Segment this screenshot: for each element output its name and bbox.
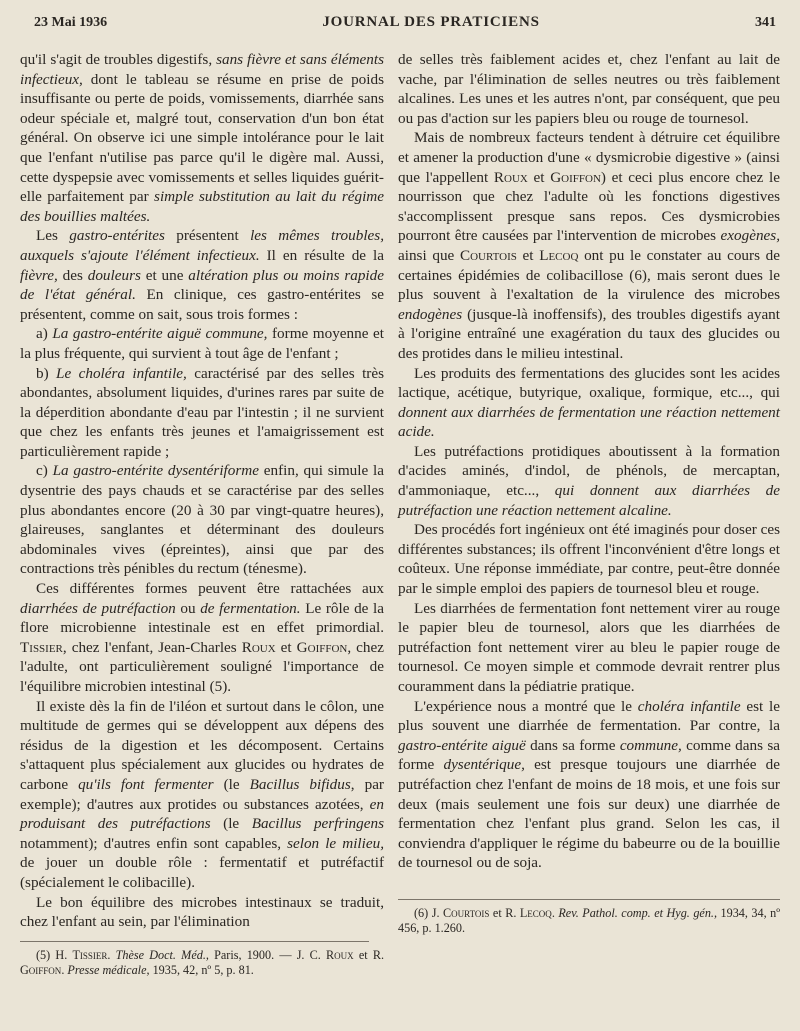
paragraph-selles: de selles très faiblement acides et, chez l'enfant au lait de vache, par l'élimination de selles neutres ou très faiblement alcalines. Les unes et les autres n'ont, par conséquent, que peu ou pas d'action sur les papiers bleu ou rouge de tournesol. xyxy=(398,51,780,127)
paragraph-dysmicrobie: Mais de nombreux facteurs tendent à détruire cet équilibre et amener la production d'une « dysmicrobie digestive » (ainsi que l'appellent Roux et Goiffon) et ceci plus encore chez le nourrisson que chez l'adulte où les fonctions digestives s'accomplissent presque sans repos. Ces dysmicrobies pourront être causées par l'intervention de microbes exogènes, ainsi que Courtois et Lecoq ont pu le constater au cours de certaines épidémies de colibacillose (6), mais seront dues le plus souvent à l'exaltation de la virulence des microbes endogènes (jusque-là inoffensifs), des troubles digestifs ayant à l'origine entraîné une exagération du taux des glucides ou des protides dans le milieu intestinal. xyxy=(398,129,780,362)
issue-date: 23 Mai 1936 xyxy=(34,15,108,30)
paragraph-putrefactions: Les putréfactions protidiques aboutissent à la formation d'acides aminés, d'indol, de phénols, de mercaptan, d'ammoniaque, etc..., qui donnent aux diarrhées de putréfaction une réaction nettement alcaline. xyxy=(398,442,780,519)
list-item-a: a) La gastro-entérite aiguë commune, forme moyenne et la plus fréquente, qui survient à tout âge de l'enfant ; xyxy=(20,325,384,362)
footnote-6: (6) J. Courtois et R. Lecoq. Rev. Pathol. comp. et Hyg. gén., 1934, 34, nº 456, p. 1.260. xyxy=(398,905,781,935)
running-header xyxy=(20,14,780,42)
paragraph-fermentations: Les produits des fermentations des glucides sont les acides lactique, acétique, butyrique, oxalique, formique, etc..., qui donnent aux diarrhées de fermentation une réaction nettement acide. xyxy=(398,364,780,441)
paragraph-dyspepsia: qu'il s'agit de troubles digestifs, sans fièvre et sans éléments infectieux, dont le tableau se résume en prise de poids insuffisante ou perte de poids, vomissements, diarrhée sans odeur spéciale et, malgré tout, conservation d'un bon état général. On observe ici une simple intolérance pour le lait que l'enfant n'utilise pas parce qu'il le digère mal. Aussi, cette dyspepsie avec vomissements et selles liquides guérit-elle parfaitement par simple substitution au lait du régime des bouillies maltées. xyxy=(20,51,385,225)
paragraph-experience: L'expérience nous a montré que le choléra infantile est le plus souvent une diarrhée de fermentation. Par contre, la gastro-entérite aiguë dans sa forme commune, comme dans sa forme dysentérique, est presque toujours une diarrhée de putréfaction chez l'enfant de moins de 18 mois, et une fois sur deux (mais seulement une fois sur deux) une diarrhée de fermentation chez l'enfant plus grand. Selon les cas, il conviendra d'appliquer le régime du babeurre ou de la bouillie de tournesol ou de soja. xyxy=(398,697,780,872)
page-number: 341 xyxy=(754,15,776,30)
right-column xyxy=(398,50,780,978)
journal-title: JOURNAL DES PRATICIENS xyxy=(322,14,540,30)
footnote-divider xyxy=(398,899,780,900)
paragraph-germs: Il existe dès la fin de l'iléon et surtout dans le côlon, une multitude de germes qui se développent aux dépens des résidus de la digestion et les décomposent. Certains s'attaquent plus spécialement aux glucides ou hydrates de carbone qu'ils font fermenter (le Bacillus bifidus, par exemple); d'autres aux protides ou substances azotées, en produisant des putréfactions (le Bacillus perfringens notamment); d'autres enfin sont capables, selon le milieu, de jouer un double rôle : fermentatif et putréfactif (spécialement le colibacille). xyxy=(20,697,384,891)
footnote-5: (5) H. Tissier. Thèse Doct. Méd., Paris, 1900. — J. C. Roux et R. Goiffon. Presse médicale, 1935, 42, nº 5, p. 81. xyxy=(20,947,385,977)
paragraph-procedes: Des procédés fort ingénieux ont été imaginés pour doser ces différentes substances; ils offrent l'inconvénient d'être longs et coûteux. Une réponse immédiate, par contre, peut-être donnée par le simple emploi des papiers de tournesol bleu et rouge. xyxy=(398,521,780,598)
paragraph-tournesol: Les diarrhées de fermentation font nettement virer au rouge le papier bleu de tournesol, alors que les diarrhées de putréfaction font nettement virer au bleu le papier rouge de tournesol. Ce moyen simple et commode devrait rentrer plus couramment dans la pédiatrie pratique. xyxy=(398,599,780,695)
paragraph-gastro-enterites: Les gastro-entérites présentent les mêmes troubles, auxquels s'ajoute l'élément infectieux. Il en résulte de la fièvre, des douleurs et une altération plus ou moins rapide de l'état général. En clinique, ces gastro-entérites se présentent, comme on sait, sous trois formes : xyxy=(20,227,385,323)
list-item-b: b) Le choléra infantile, caractérisé par des selles très abondantes, absolument liquides, d'urines rares par suite de la déperdition abondante d'eau par l'intestin ; il ne survient que chez les enfants très jeunes et l'amaigrissement est particulièrement rapide ; xyxy=(20,364,384,460)
left-column xyxy=(20,50,384,978)
paragraph-forms: Ces différentes formes peuvent être rattachées aux diarrhées de putréfaction ou de fermentation. Le rôle de la flore microbienne intestinale est en effet primordial. Tissier, chez l'enfant, Jean-Charles Roux et Goiffon, chez l'adulte, ont particulièrement souligné l'importance de l'équilibre microbien intestinal (5). xyxy=(20,580,384,695)
paragraph-equilibrium: Le bon équilibre des microbes intestinaux se traduit, chez l'enfant au sein, par l'élimination xyxy=(20,893,384,931)
list-item-c: c) La gastro-entérite dysentériforme enfin, qui simule la dysentrie des pays chauds et se caractérise par des selles plus abondantes encore (20 à 30 par vingt-quatre heures), glaireuses, sanglantes et déterminant des douleurs abdominales vives (épreintes), ainsi que par des contractions très pénibles du rectum (ténesme). xyxy=(20,462,384,578)
footnote-divider xyxy=(20,941,369,942)
two-column-body xyxy=(20,50,780,978)
